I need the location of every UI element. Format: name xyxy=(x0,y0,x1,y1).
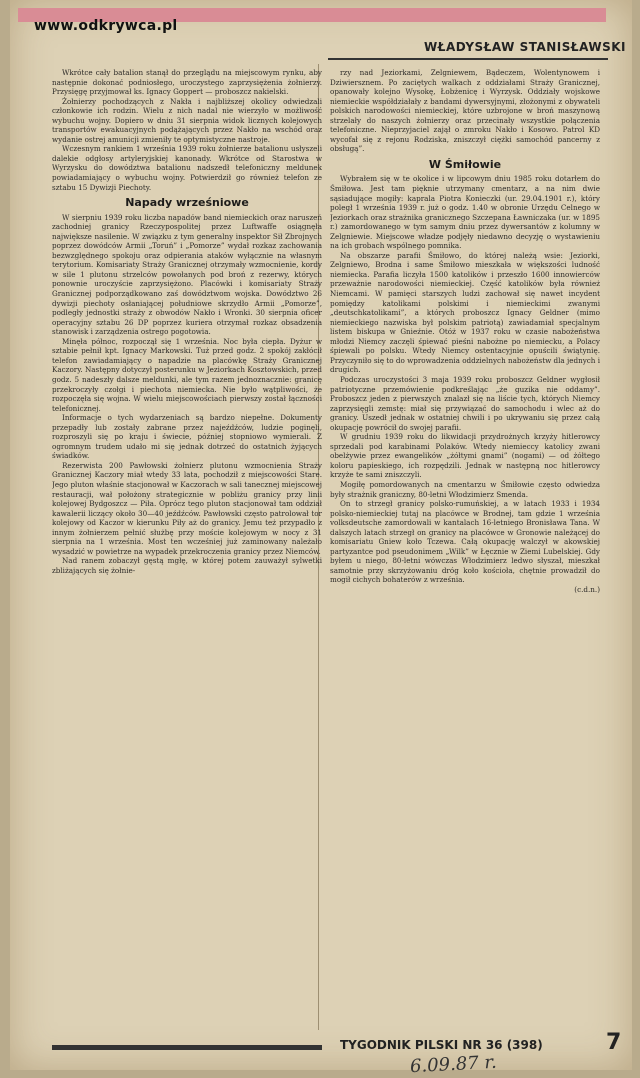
paragraph: W grudniu 1939 roku do likwidacji przydrożnych krzyży hitlerowcy sprzedali pod karabinami Polaków. Wtedy niemieccy katolicy zwani obelżywie przez ewangelików „żółtymi gnami” (nogami) — od żółtego koloru papieskiego, ich rozpędzili. Jednak w następną noc hitlerowcy krzyże te sami zniszczyli. xyxy=(330,432,600,480)
section-heading-napady: Napady wrześniowe xyxy=(125,196,249,210)
paragraph: W sierpniu 1939 roku liczba napadów band niemieckich oraz naruszeń zachodniej granicy Rzeczypospolitej przez Luftwaffe osiągnęła największe nasilenie. W związku z tym generalny inspektor Sił Zbrojnych poprzez dowódców Armii „Toruń” i „Pomorze” wydał rozkaz zachowania bezwzględnego spokoju oraz odpierania ataków wyłącznie na własnym terytorium. Komisariaty Straży Granicznej otrzymały wzmocnienie, kordy w sile 1 plutonu strzelców powołanych pod broń z rezerwy, których ponownie uroczyście zaprzysiężono. Placówki i komisariaty Straży Granicznej podporządkowano zaś dowództwom wojska. Dowództwo 26 dywizji piechoty osłaniającej południowe skrzydło Armii „Pomorze”, podległy jednostki straży z obwodów Nakło i Wronki. 30 sierpnia oficer operacyjny sztabu 26 DP poprzez kuriera otrzymał rozkaz obsadzenia stanowisk i zarządzenia ostrego pogotowia. xyxy=(52,212,322,337)
paragraph: Wybrałem się w te okolice i w lipcowym dniu 1985 roku dotarłem do Śmiłowa. Jest tam pięknie utrzymany cmentarz, a na nim dwie sąsiadujące mogiły: kaprala Piotra Konieczki (ur. 29.04.1901 r.), który poległ 1 września 1939 r. już o godz. 1.40 w obronie Urzędu Celnego w Jeziorkach oraz strażnika granicznego Szczepana Ławniczaka (ur. w 1895 r.) zamordowanego w tym samym dniu przez dywersantów z kolumny w Zelgniewie. Miejscowe władze podjęły niedawno decyzję o wystawieniu na ich grobach wspólnego pomnika. xyxy=(330,174,600,251)
header-rule xyxy=(328,58,608,60)
section-heading-smilowie: W Śmiłowie xyxy=(428,157,502,171)
paragraph: Minęła północ, rozpoczął się 1 września. Noc była ciepła. Dyżur w sztabie pełnił kpt. Ignacy Markowski. Tuż przed godz. 2 spokój zakłócił telefon zawiadamiający o napadzie na placówkę Straży Granicznej Kaczory. Następny dotyczył posterunku w Jeziorkach Kosztowskich, przed godz. 5 nadeszły dalsze meldunki, ale tym razem jednoznacznie: granicę przekroczyły czołgi i piechota niemiecka. Nie było wątpliwości, że rozpoczęła się wojna. W wielu miejscowościach pierwszy został łączności telefonicznej. xyxy=(52,336,322,413)
paragraph: On to strzegł granicy polsko-rumuńskiej, a w latach 1933 i 1934 polsko-niemieckiej tutaj na placówce w Brodnej, tam gdzie 1 września volksdeutsche zamordowali w kantalach 16-letniego Bronisława Tana. W dalszych latach strzegł on granicy na placówce w Gronowie należącej do komisariatu Gniew koło Tczewa. Całą okupację walczył w akowskiej partyzantce pod pseudonimem „Wilk” w Łęcznie w Ziemi Lubelskiej. Gdy byłem u niego, 80-letni wówczas Włodzimierz ledwo słyszał, mieszkał samotnie przy skrzyżowaniu dróg koło kościoła, chętnie prowadził do mogił cichych bohaterów z września. xyxy=(330,499,600,585)
paragraph: Rezerwista 200 Pawłowski żołnierz plutonu wzmocnienia Straży Granicznej Kaczory miał wtedy 33 lata, pochodził z miejscowości Stare. Jego pluton właśnie stacjonował w Kaczorach w sali tanecznej miejscowej restauracji, wał położony strategicznie w pobliżu granicy przy linii kolejowej Bydgoszcz — Piła. Oprócz tego pluton stacjonował tam oddział kawalerii liczący około 30—40 jeźdźców. Pawłowski często patrolował tor kolejowy od Kaczor w kierunku Piły aż do granicy. Jemu też przypadło z innym żołnierzem pełnić służbę przy moście kolejowym w nocy z 31 sierpnia na 1 września. Most ten wcześniej już zaminowany należało wysadzić w powietrze na wypadek przekroczenia granicy przez Niemców. xyxy=(52,460,322,556)
left-column xyxy=(52,68,322,1028)
page-number: 7 xyxy=(606,1030,622,1055)
footer-rule xyxy=(52,1045,322,1050)
paragraph: Żołnierzy pochodzących z Nakła i najbliższej okolicy odwiedzali członkowie ich rodzin. Wielu z nich nadal nie wierzyło w możliwość wybuchu wojny. Dopiero w dniu 31 sierpnia widok licznych kolejowych transportów ewakuacyjnych podążających przez Nakło na wschód oraz wydanie ostrej amunicji zmieniły te optymistyczne nastroje. xyxy=(52,96,322,144)
right-column xyxy=(330,68,600,1028)
paragraph: Podczas uroczystości 3 maja 1939 roku proboszcz Geldner wygłosił patriotyczne przemówienie podkreślając „że guzika nie oddamy”. Proboszcz jeden z pierwszych znalazł się na liście tych, których Niemcy zaprzysięgli zemstę: miał się przywiązać do samochodu i wlec aż do granicy. Uszedł jednak w ostatniej chwili i po ukrywaniu się przez całą okupację powrócił do swojej parafii. xyxy=(330,374,600,432)
paragraph: Na obszarze parafii Śmiłowo, do której należą wsie: Jeziorki, Zelgniewo, Brodna i same Śmiłowo mieszkała w większości ludność niemiecka. Parafia liczyła 1500 katolików i przeszło 1600 innowierców przeważnie narodowości niemieckiej. Część katolików była również Niemcami. W pamięci starszych ludzi zachował się nawet incydent pomiędzy katolikami polskimi i niemieckimi zwanymi „deutschkatolikami”, a których proboszcz Ignacy Geldner (mimo niemieckiego nazwiska był polskim patriotą) zawiadamiał specjalnym listem biskupa w Gnieźnie. Otóż w 1937 roku w czasie nabożeństwa młodzi Niemcy zaczęli śpiewać pieśni nabożne po niemiecku, a Polacy śpiewali po polsku. Wtedy Niemcy ostentacyjnie opuścili świątynię. Przyczyniło się to do wprowadzenia oddzielnych nabożeństw dla jednych i drugich. xyxy=(330,250,600,375)
paragraph: Mogiłę pomordowanych na cmentarzu w Śmiłowie często odwiedza były strażnik graniczny, 80-letni Włodzimierz Smenda. xyxy=(330,479,600,499)
continuation-note: (c.d.n.) xyxy=(574,584,600,594)
publication-footer: TYGODNIK PILSKI NR 36 (398) xyxy=(340,1038,543,1052)
paragraph: Informacje o tych wydarzeniach są bardzo niepełne. Dokumenty przepadły lub zostały zabrane przez najeźdźców, ludzie poginęli, rozproszyli się po kraju i świecie, później stopniowo wymierali. Z ogromnym trudem udało mi się jednak dotrzeć do ostatnich żyjących świadków. xyxy=(52,413,322,461)
paragraph: rzy nad Jeziorkami, Zelgniewem, Bądeczem, Wolentynowem i Dziwiersznem. Po zaciętych walkach z oddziałami Straży Granicznej, opanowały kolejno Wysokę, Łobżenicę i Wyrzysk. Oddziały wojskowe niemieckie współdziałały z bandami dywersyjnymi, złożonymi z obywateli polskich narodowości niemieckiej, które uzbrojone w broń maszynową strzelały do naszych żołnierzy oraz przecinały wszystkie połączenia telefoniczne. Nieprzyjaciel zajął o zmroku Nakło i Kosowo. Patrol KD wycofał się z rejonu Rodziska, zniszczył ciężki samochód pancerny z obsługą”. xyxy=(330,68,600,154)
watermark: www.odkrywca.pl xyxy=(34,18,178,34)
author-name: WŁADYSŁAW STANISŁAWSKI xyxy=(424,40,626,54)
handwritten-date: 6.09.87 r. xyxy=(409,1051,498,1078)
paragraph: Wczesnym rankiem 1 września 1939 roku żołnierze batalionu usłyszeli dalekie odgłosy artyleryjskiej kanonady. Wkrótce od Starostwa w Wyrzysku do dowództwa batalionu nadszedł telefoniczny meldunek powiadamiający o wybuchu wojny. Potwierdził go również telefon ze sztabu 15 Dywizji Piechoty. xyxy=(52,144,322,192)
paragraph: Nad ranem zobaczył gęstą mgłę, w której potem zauważył sylwetki zbliżających się żołnie- xyxy=(52,556,322,575)
paragraph: Wkrótce cały batalion stanął do przeglądu na miejscowym rynku, aby następnie dokonać podniosłego, uroczystego zaprzysiężenia żołnierzy. Przysięgę przyjmował ks. Ignacy Goppert — proboszcz nakielski. xyxy=(52,68,322,97)
